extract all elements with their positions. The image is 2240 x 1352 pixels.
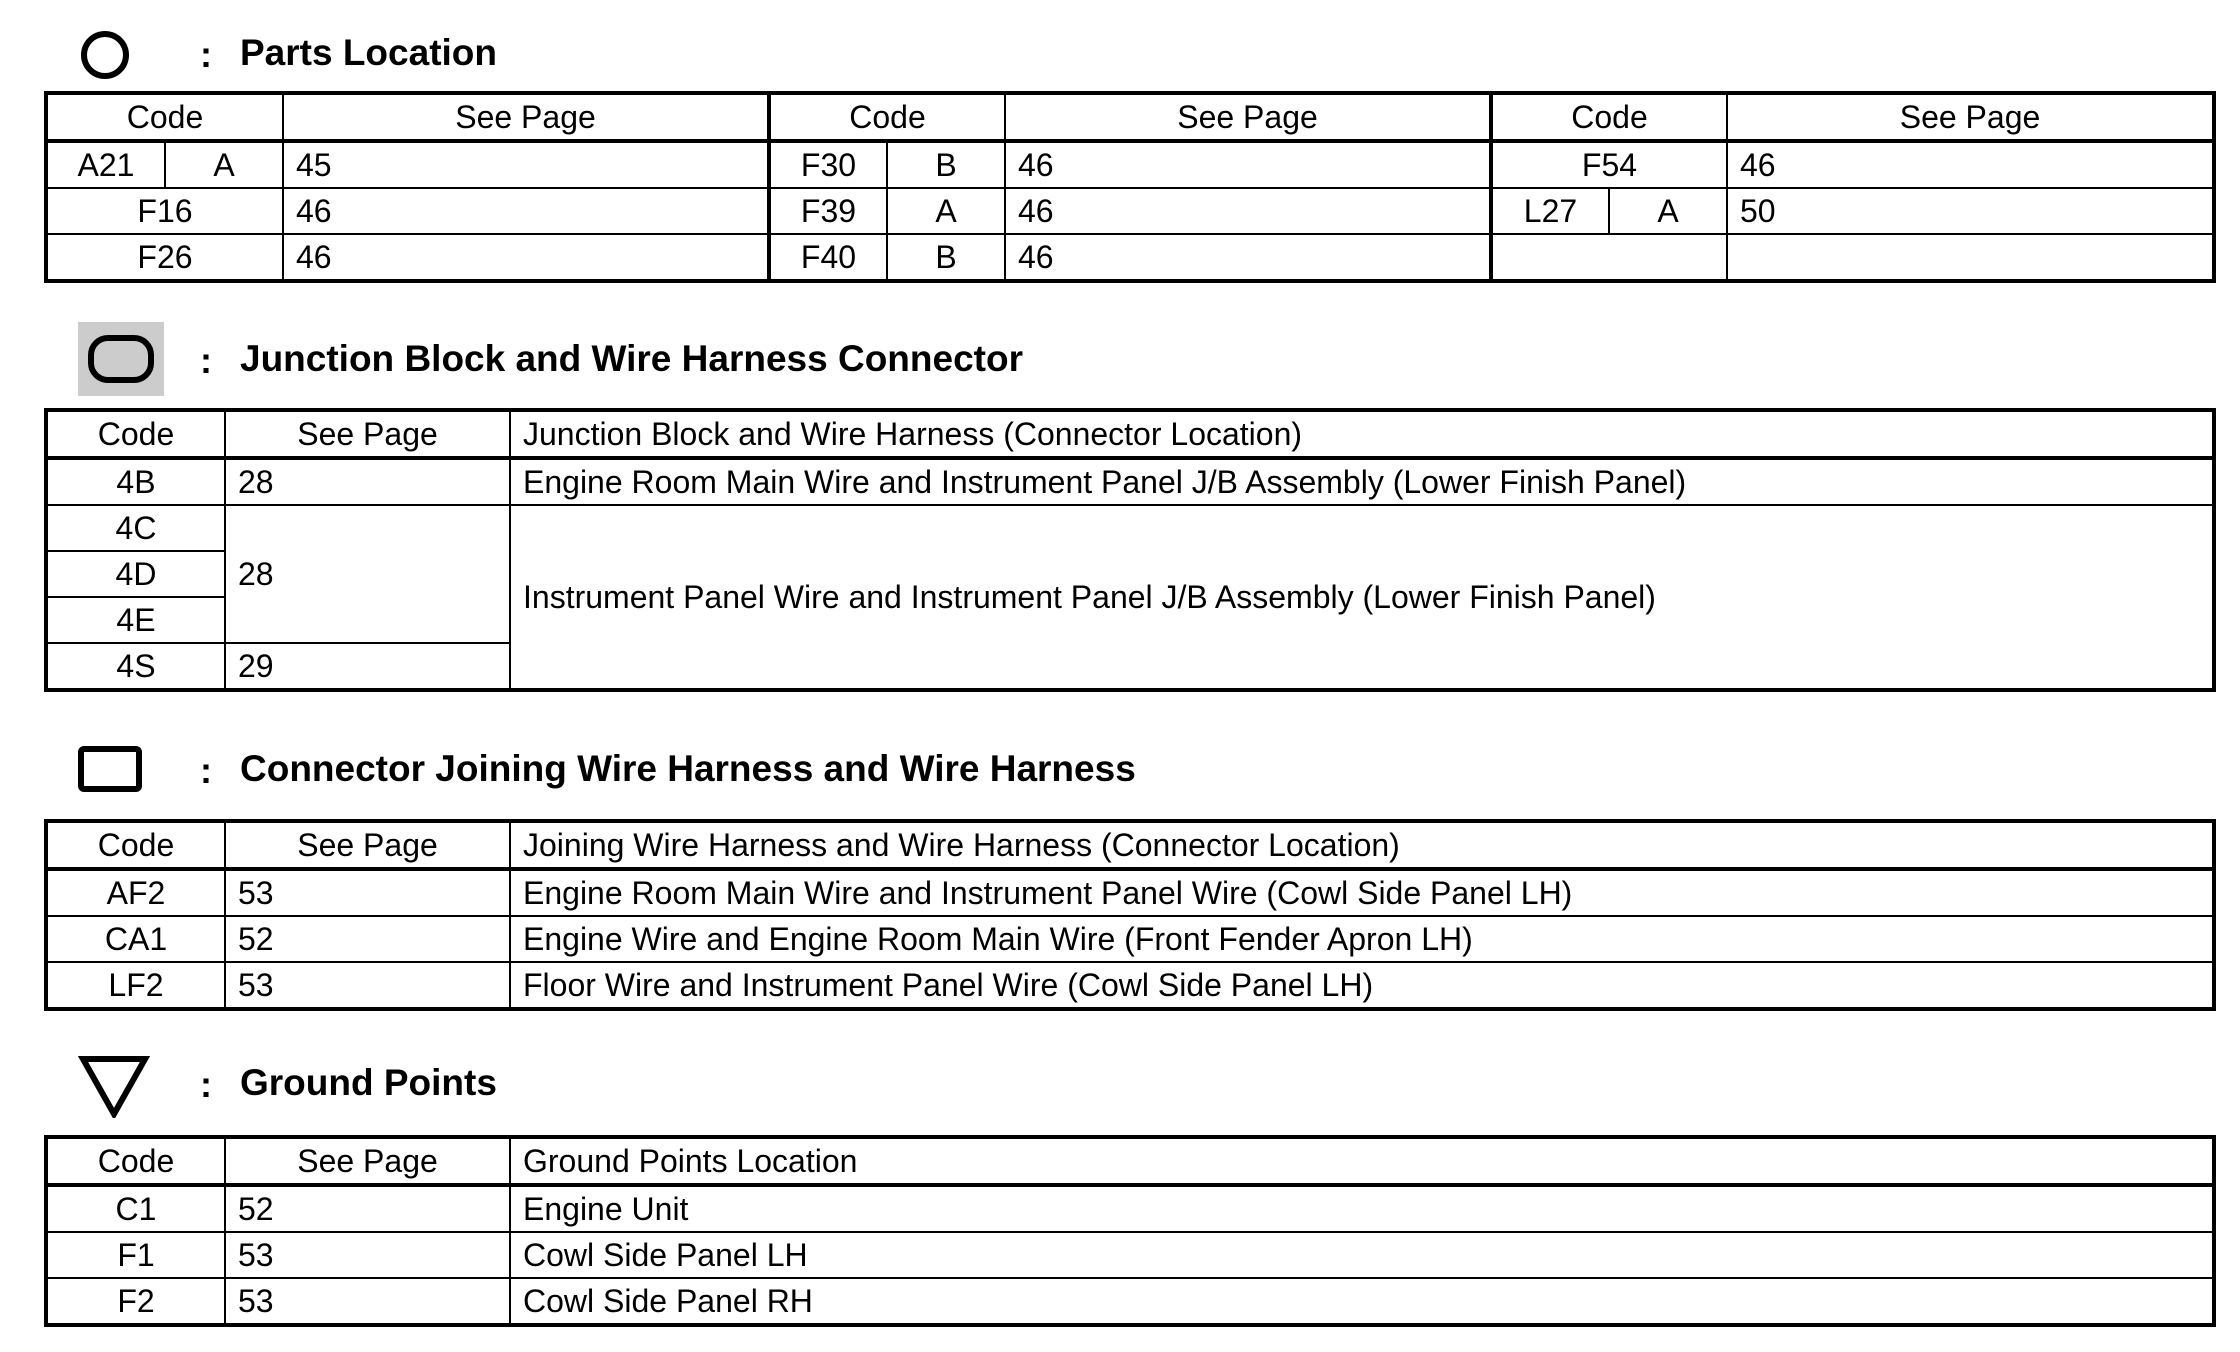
header-see-page: See Page	[225, 821, 510, 869]
location-cell: Engine Unit	[510, 1185, 2214, 1232]
page-cell: 46	[1005, 141, 1491, 188]
page-cell: 46	[1727, 141, 2214, 188]
code-cell: LF2	[46, 962, 225, 1009]
table-row	[46, 141, 2214, 188]
colon: :	[200, 34, 212, 75]
header-code: Code	[46, 410, 225, 458]
header-code: Code	[46, 93, 283, 141]
table-header-row	[46, 821, 2214, 869]
location-cell: Engine Room Main Wire and Instrument Panel Wire (Cowl Side Panel LH)	[510, 869, 2214, 916]
parts-location-header	[0, 20, 1400, 90]
code-cell: F26	[46, 234, 283, 281]
code-cell: F39	[769, 188, 887, 234]
header-code: Code	[46, 821, 225, 869]
code-cell: 4B	[46, 458, 225, 505]
header-see-page: See Page	[225, 410, 510, 458]
table-row	[46, 188, 2214, 234]
code-cell: 4E	[46, 597, 225, 643]
code-cell: F16	[46, 188, 283, 234]
circle-icon	[78, 28, 132, 82]
table-row	[46, 916, 2214, 962]
code-cell: F30	[769, 141, 887, 188]
page-cell: 52	[225, 916, 510, 962]
triangle-down-icon	[78, 1054, 150, 1118]
code-cell: C1	[46, 1185, 225, 1232]
colon: :	[200, 1064, 212, 1105]
table-row	[46, 962, 2214, 1009]
header-see-page: See Page	[225, 1137, 510, 1185]
page-cell: 28	[225, 458, 510, 505]
section-title: Connector Joining Wire Harness and Wire Harness	[240, 748, 1136, 789]
code-cell: F1	[46, 1232, 225, 1278]
location-cell: Instrument Panel Wire and Instrument Panel J/B Assembly (Lower Finish Panel)	[510, 505, 2214, 690]
sub-code-cell: B	[887, 234, 1005, 281]
page-cell: 53	[225, 869, 510, 916]
table-row	[46, 1232, 2214, 1278]
connector-joining-table	[44, 819, 2216, 1011]
page-cell: 53	[225, 1278, 510, 1325]
page-cell: 52	[225, 1185, 510, 1232]
header-see-page: See Page	[283, 93, 769, 141]
table-row	[46, 869, 2214, 916]
connector-joining-header	[0, 736, 1400, 806]
page-cell	[1727, 234, 2214, 281]
ground-points-header	[0, 1048, 1400, 1118]
table-row	[46, 1185, 2214, 1232]
colon: :	[200, 340, 212, 381]
junction-block-table	[44, 408, 2216, 692]
page-cell: 53	[225, 1232, 510, 1278]
location-cell: Engine Room Main Wire and Instrument Panel J/B Assembly (Lower Finish Panel)	[510, 458, 2214, 505]
code-cell: A21	[46, 141, 165, 188]
code-cell: F2	[46, 1278, 225, 1325]
page-cell: 46	[283, 234, 769, 281]
location-cell: Cowl Side Panel LH	[510, 1232, 2214, 1278]
page-cell: 29	[225, 643, 510, 690]
table-row	[46, 234, 2214, 281]
header-see-page: See Page	[1005, 93, 1491, 141]
table-row	[46, 505, 2214, 551]
page-cell: 45	[283, 141, 769, 188]
page-cell: 50	[1727, 188, 2214, 234]
location-cell: Floor Wire and Instrument Panel Wire (Cowl Side Panel LH)	[510, 962, 2214, 1009]
code-cell: F40	[769, 234, 887, 281]
header-location: Joining Wire Harness and Wire Harness (Connector Location)	[510, 821, 2214, 869]
section-title: Junction Block and Wire Harness Connector	[240, 338, 1023, 379]
code-cell: 4C	[46, 505, 225, 551]
page-cell: 46	[283, 188, 769, 234]
code-cell: AF2	[46, 869, 225, 916]
location-cell: Cowl Side Panel RH	[510, 1278, 2214, 1325]
header-location: Junction Block and Wire Harness (Connector Location)	[510, 410, 2214, 458]
junction-block-header	[0, 322, 1400, 392]
table-header-row	[46, 93, 2214, 141]
table-header-row	[46, 1137, 2214, 1185]
parts-location-table	[44, 91, 2216, 283]
rect-icon	[78, 746, 144, 796]
ground-points-table	[44, 1135, 2216, 1327]
table-header-row	[46, 410, 2214, 458]
header-location: Ground Points Location	[510, 1137, 2214, 1185]
header-code: Code	[1491, 93, 1727, 141]
header-code: Code	[46, 1137, 225, 1185]
colon: :	[200, 750, 212, 791]
location-cell: Engine Wire and Engine Room Main Wire (Front Fender Apron LH)	[510, 916, 2214, 962]
table-row	[46, 458, 2214, 505]
code-cell: 4S	[46, 643, 225, 690]
section-title: Parts Location	[240, 32, 497, 73]
header-code: Code	[769, 93, 1005, 141]
sub-code-cell: B	[887, 141, 1005, 188]
page-cell: 28	[225, 505, 510, 643]
page-cell: 53	[225, 962, 510, 1009]
sub-code-cell: A	[165, 141, 283, 188]
page-cell: 46	[1005, 188, 1491, 234]
header-see-page: See Page	[1727, 93, 2214, 141]
code-cell: 4D	[46, 551, 225, 597]
code-cell: L27	[1491, 188, 1609, 234]
code-cell: CA1	[46, 916, 225, 962]
table-row	[46, 1278, 2214, 1325]
code-cell: F54	[1491, 141, 1727, 188]
code-cell	[1491, 234, 1727, 281]
rounded-rect-icon	[78, 322, 164, 396]
section-title: Ground Points	[240, 1062, 497, 1103]
sub-code-cell: A	[887, 188, 1005, 234]
sub-code-cell: A	[1609, 188, 1727, 234]
page-cell: 46	[1005, 234, 1491, 281]
